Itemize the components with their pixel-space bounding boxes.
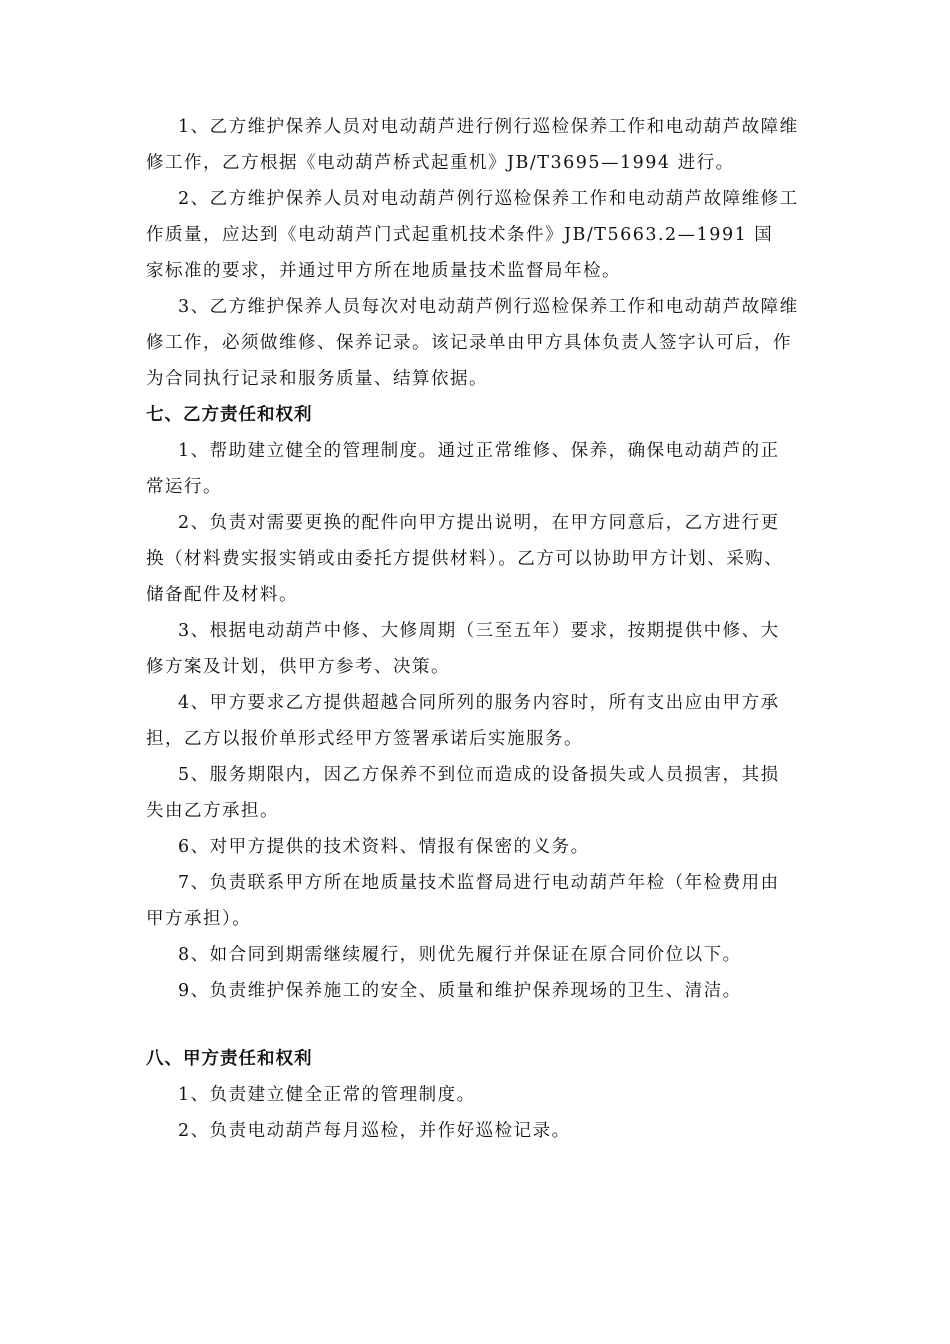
s7-p4-line2: 担，乙方以报价单形式经甲方签署承诺后实施服务。 xyxy=(146,729,583,749)
s6-p3-line1: 3、乙方维护保养人员每次对电动葫芦例行巡检保养工作和电动葫芦故障维 xyxy=(178,297,799,317)
s6-p3-line2: 修工作，必须做维修、保养记录。该记录单由甲方具体负责人签字认可后，作 xyxy=(146,333,792,353)
s7-p5-line1: 5、服务期限内，因乙方保养不到位而造成的设备损失或人员损害，其损 xyxy=(178,765,780,785)
s7-p9-line1: 9、负责维护保养施工的安全、质量和维护保养现场的卫生、清洁。 xyxy=(178,981,742,1001)
section8-heading: 八、甲方责任和权利 xyxy=(146,1049,313,1069)
s7-p5-line2: 失由乙方承担。 xyxy=(146,801,279,821)
s8-p2-line1: 2、负责电动葫芦每月巡检，并作好巡检记录。 xyxy=(178,1121,571,1141)
s7-p2-line1: 2、负责对需要更换的配件向甲方提出说明，在甲方同意后，乙方进行更 xyxy=(178,513,780,533)
s7-p2-line2: 换（材料费实报实销或由委托方提供材料）。乙方可以协助甲方计划、采购、 xyxy=(146,549,784,569)
s7-p8-line1: 8、如合同到期需继续履行，则优先履行并保证在原合同价位以下。 xyxy=(178,945,742,965)
s6-p2-line1: 2、乙方维护保养人员对电动葫芦例行巡检保养工作和电动葫芦故障维修工 xyxy=(178,189,799,209)
s6-p1-line2: 修工作，乙方根据《电动葫芦桥式起重机》JB/T3695—1994 进行。 xyxy=(146,153,735,173)
s8-p1-line1: 1、负责建立健全正常的管理制度。 xyxy=(178,1085,476,1105)
s7-p4-line1: 4、甲方要求乙方提供超越合同所列的服务内容时，所有支出应由甲方承 xyxy=(178,693,780,713)
s7-p6-line1: 6、对甲方提供的技术资料、情报有保密的义务。 xyxy=(178,837,590,857)
s7-p7-line2: 甲方承担）。 xyxy=(146,909,252,929)
s7-p1-line1: 1、帮助建立健全的管理制度。通过正常维修、保养，确保电动葫芦的正 xyxy=(178,441,780,461)
s7-p3-line2: 修方案及计划，供甲方参考、决策。 xyxy=(146,657,450,677)
s6-p2-line3: 家标准的要求，并通过甲方所在地质量技术监督局年检。 xyxy=(146,261,621,281)
s6-p1-line1: 1、乙方维护保养人员对电动葫芦进行例行巡检保养工作和电动葫芦故障维 xyxy=(178,117,799,137)
s7-p3-line1: 3、根据电动葫芦中修、大修周期（三至五年）要求，按期提供中修、大 xyxy=(178,621,780,641)
s7-p7-line1: 7、负责联系甲方所在地质量技术监督局进行电动葫芦年检（年检费用由 xyxy=(178,873,780,893)
s6-p3-line3: 为合同执行记录和服务质量、结算依据。 xyxy=(146,369,488,389)
s7-p2-line3: 储备配件及材料。 xyxy=(146,585,298,605)
s7-p1-line2: 常运行。 xyxy=(146,477,222,497)
section7-heading: 七、乙方责任和权利 xyxy=(146,405,313,425)
s6-p2-line2: 作质量，应达到《电动葫芦门式起重机技术条件》JB/T5663.2—1991 国 xyxy=(146,225,774,245)
